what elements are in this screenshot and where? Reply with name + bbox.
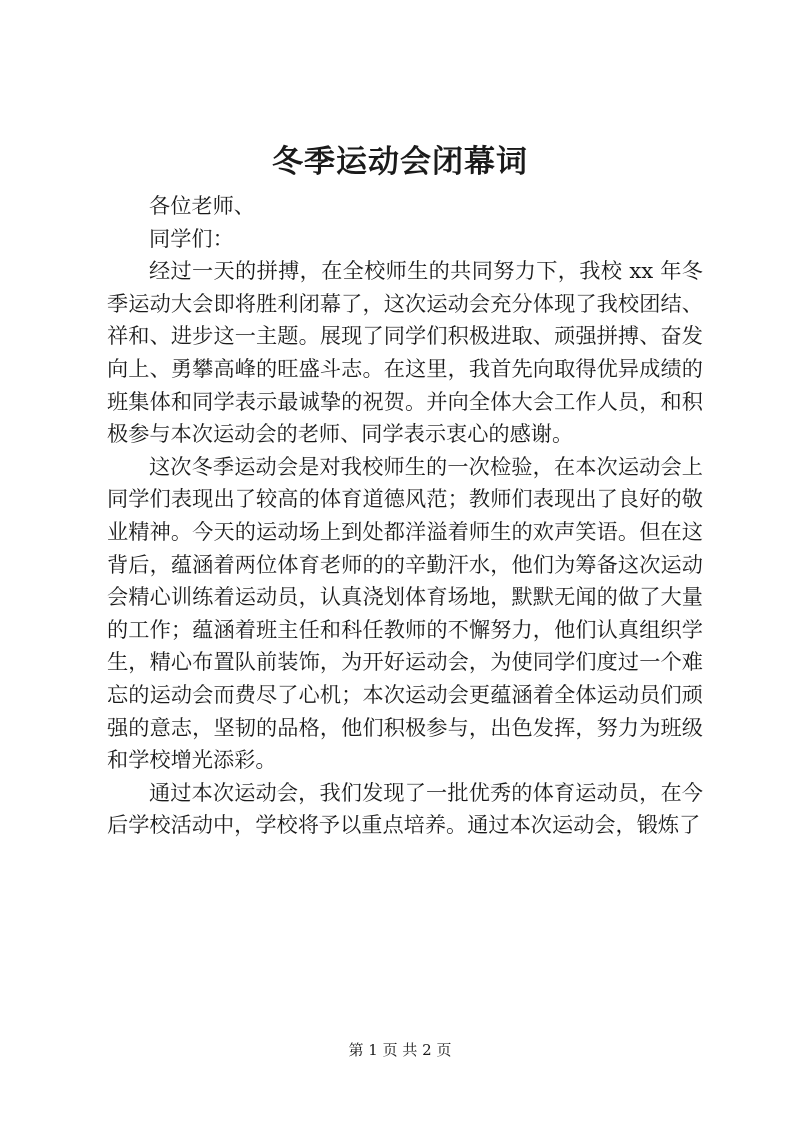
- document-title: 冬季运动会闭幕词: [272, 144, 528, 180]
- paragraph-1: 经过一天的拼搏，在全校师生的共同努力下，我校 xx 年冬季运动大会即将胜利闭幕了，这次运动会充分体现了我校团结、祥和、进步这一主题。展现了同学们积极进取、顽强拼搏、奋发向上、勇攀高峰的旺盛斗志。在这里，我首先向取得优异成绩的班集体和同学表示最诚挚的祝贺。并向全体大会工作人员，和积极参与本次运动会的老师、同学表示衷心的感谢。: [107, 258, 703, 447]
- document-body: [107, 190, 703, 842]
- salutation-line-2: 同学们：: [149, 225, 234, 251]
- paragraph-3: 通过本次运动会，我们发现了一批优秀的体育运动员，在今后学校活动中，学校将予以重点培养。通过本次运动会，锻炼了: [107, 779, 703, 838]
- page-footer: 第 1 页 共 2 页: [348, 1041, 452, 1059]
- salutation-line-1: 各位老师、: [149, 193, 255, 218]
- paragraph-2: 这次冬季运动会是对我校师生的一次检验，在本次运动会上同学们表现出了较高的体育道德风范；教师们表现出了良好的敬业精神。今天的运动场上到处都洋溢着师生的欢声笑语。但在这背后，蕴涵着两位体育老师的的辛勤汗水，他们为筹备这次运动会精心训练着运动员，认真浇划体育场地，默默无闻的做了大量的工作；蕴涵着班主任和科任教师的不懈努力，他们认真组织学生，精心布置队前装饰，为开好运动会，为使同学们度过一个难忘的运动会而费尽了心机；本次运动会更蕴涵着全体运动员们顽强的意志，坚韧的品格，他们积极参与，出色发挥，努力为班级和学校增光添彩。: [107, 453, 703, 773]
